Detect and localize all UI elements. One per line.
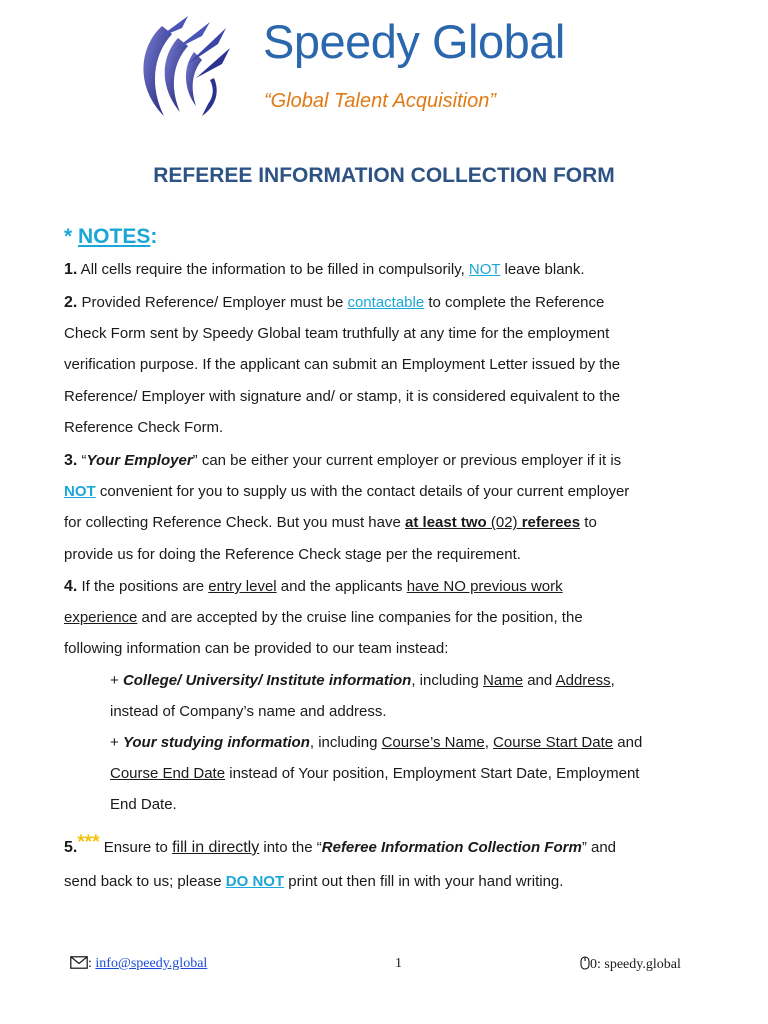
not-emphasis: NOT — [468, 261, 501, 278]
notes-heading — [64, 225, 157, 249]
globe-arrows-logo — [130, 8, 240, 123]
note-3: 3. “Your Employer” can be either your current employer or previous employer if it is NOT convenient for you to supply us with the contact details of your current employer for collecting Reference Check. But you must have at least two (02) referees to provide us for doing the Reference Check stage per the requirement. — [64, 452, 630, 563]
do-not-emphasis: DO NOT — [225, 873, 285, 890]
notes-colon: : — [150, 225, 158, 248]
envelope-icon — [70, 956, 88, 969]
note-5: 5.*** Ensure to fill in directly into the “Referee Information Collection Form” and send back to us; please DO NOT print out then fill in with your hand writing. — [64, 832, 617, 890]
form-title: REFEREE INFORMATION COLLECTION FORM — [153, 164, 615, 187]
footer-email: : info@speedy.global — [70, 956, 207, 972]
footer-website — [580, 956, 681, 973]
notes-star: * — [64, 225, 79, 248]
notes-heading-text: NOTES — [78, 225, 151, 248]
note-2: 2. Provided Reference/ Employer must be contactable to complete the Reference Check Form sent by Speedy Global team truthfully at any time for the employment verification purpose. If the applicant can submit an Employment Letter issued by the Reference/ Employer with signature and/ or stamp, it is considered equivalent to the Reference Check Form. — [64, 294, 621, 436]
email-link[interactable]: info@speedy.global — [95, 956, 208, 971]
website-text: 0: speedy.global — [590, 957, 681, 972]
contactable-emphasis: contactable — [347, 294, 425, 311]
page-number: 1 — [395, 956, 402, 971]
not-emphasis: NOT — [64, 483, 96, 501]
header — [130, 8, 670, 128]
mouse-icon — [580, 956, 590, 970]
tagline: “Global Talent Acquisition” — [264, 90, 496, 112]
note-4: 4. If the positions are entry level and the applicants have NO previous work experience and are accepted by the cruise line companies for the position, the following information can be provided to our team instead: + College/ University/ Institute information, including Name and Address, instead of Company’s name and address. + Your studying information, including Course’s Name, Course Start Date and Course End Date instead of Your position, Employment Start Date, Employment End Date. — [64, 578, 643, 814]
brand-name: Speedy Global — [263, 15, 565, 68]
note-1: 1. All cells require the information to be filled in compulsorily, NOT leave blank. — [64, 261, 585, 278]
